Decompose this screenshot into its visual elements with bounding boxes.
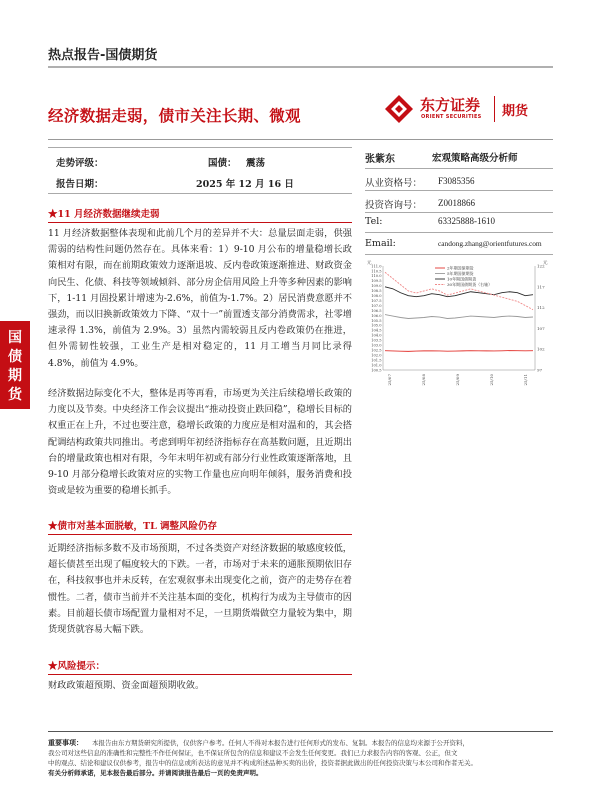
contact-rule: [365, 168, 553, 169]
contact-label: 投资咨询号：: [365, 200, 423, 211]
chart-left-tick-label: 105.0: [371, 323, 382, 328]
chart-right-tick-label: 107: [537, 325, 545, 331]
chart-legend-label: 10年期国债期货: [447, 276, 477, 282]
bond-futures-chart: [365, 258, 553, 386]
disclaimer-line: 本报告由东方期货研究所提供，仅供客户参考。任何人不得对本报告进行任何形式的发布、复制。本报告的信息均来源于公开资料，: [92, 739, 469, 747]
side-tab-char: 债: [8, 349, 22, 365]
chart-x-tick-label: 25/11: [523, 374, 528, 386]
chart-series-line: [385, 351, 533, 352]
contact-value: Z0018866: [438, 198, 475, 208]
logo-divider: [494, 96, 495, 122]
chart-legend-label: 2年期国债期货: [447, 265, 474, 271]
chart-x-tick-label: 25/07: [387, 374, 392, 386]
chart-right-unit: 元: [543, 261, 548, 266]
footer-rule: [48, 731, 553, 732]
chart-right-tick-label: 112: [537, 305, 545, 311]
company-logo: [384, 94, 552, 126]
section2-paragraph: 近期经济指标多数不及市场预期，不过各类资产对经济数据的敏感度较低，超长债甚至出现了幅度较大的下跌。一者，市场对于未来的通胀预期依旧存在，科技叙事也并未反转，在宏观叙事未出现变化之前，资产的走势存在着惯性。二者，债市当前并不关注基本面的变化，机构行为成为主导债市的因素。目前超长债市场配置力量相对不足，一旦期货端做空力量较为集中，期货现货就容易大幅下跌。: [48, 543, 352, 636]
chart-left-tick-label: 104.5: [371, 328, 382, 333]
section-rule: [48, 534, 352, 535]
logo-en-text: ORIENT SECURITIES: [421, 114, 482, 120]
chart-left-tick-label: 101.5: [371, 358, 382, 363]
chart-left-tick-label: 107.0: [371, 303, 382, 308]
section-heading: ★11 月经济数据继续走弱: [48, 209, 160, 220]
logo-mark-icon: [384, 94, 414, 124]
date-value: 2025 年 12 月 16 日: [196, 179, 294, 190]
chart-left-tick-label: 111.0: [371, 264, 382, 269]
chart-left-tick-label: 103.0: [371, 343, 382, 348]
contact-label: Tel:: [365, 216, 383, 227]
contact-rule: [365, 190, 553, 191]
chart-left-tick-label: 103.5: [371, 338, 382, 343]
chart-left-tick-label: 109.5: [371, 279, 382, 284]
chart-right-tick-label: 117: [537, 284, 545, 290]
meta-rule-top: [48, 147, 352, 148]
chart-left-tick-label: 110.0: [371, 274, 382, 279]
disclaimer-line: 有关分析师承诺，见本报告最后部分。并请阅读报告最后一页的免责声明。: [48, 769, 263, 777]
chart-x-tick-label: 25/08: [421, 374, 426, 386]
chart-series-line: [385, 287, 533, 297]
chart-legend-label: 5年期国债期货: [447, 270, 474, 276]
chart-left-tick-label: 102.0: [371, 353, 382, 358]
section-heading: ★债市对基本面脱敏，TL 调整风险仍存: [48, 521, 218, 532]
chart-left-tick-label: 108.5: [371, 289, 382, 294]
section1-paragraph2: 经济数据边际变化不大，整体是再等再看，市场更为关注后续稳增长政策的力度以及节奏。中央经济工作会议提出“推动投资止跌回稳”，稳增长目标的权重正在上升，不过也要注意，稳增长政策的力度应是相对温和的，其会搭配调结构政策共同推出。考虑到明年初经济指标存在高基数问题，且近期出台的增量政策也相对有限，今年末明年初或有部分行业性政策逐渐落地，且 9-10 月部分稳增长政策对应的实物工作量也应向明年倾斜，服务消费和投资或是较为重要的稳增长抓手。: [48, 388, 352, 497]
title-rule: [48, 139, 553, 140]
footer-label: 重要事项：: [48, 738, 83, 747]
contact-value: 63325888-1610: [438, 216, 495, 226]
trend-label: 走势评级：: [56, 158, 104, 169]
report-title: 经济数据走弱，债市关注长期、微观: [48, 107, 301, 125]
chart-left-tick-label: 110.5: [371, 269, 382, 274]
section3-paragraph: 财政政策超预期、资金面超预期收敛。: [48, 680, 205, 691]
side-tab-char: 国: [8, 330, 22, 346]
chart-right-tick-label: 102: [537, 346, 545, 352]
logo-sub-text: 期货: [502, 104, 529, 119]
logo-cn-text: 东方证券: [420, 96, 481, 114]
meta-rule-bottom: [48, 193, 352, 194]
side-tab-char: 期: [8, 368, 22, 384]
section-heading: ★风险提示：: [48, 661, 106, 672]
disclaimer-line: 我公司对这些信息的准确性和完整性不作任何保证，也不保证所包含的信息和建议不会发生任何变更。我们已力求报告内容的客观、公正，但文: [48, 749, 458, 757]
chart-left-tick-label: 100.5: [371, 368, 382, 373]
chart-x-tick-label: 25/10: [489, 374, 494, 386]
trend-item: 国债：: [208, 158, 237, 169]
chart-left-tick-label: 102.5: [371, 348, 382, 353]
disclaimer-line: 中的观点、结论和建议仅供参考，报告中的信息或所表达的意见并不构成所述品种买卖的出价，投资者据此做出的任何投资决策与本公司和作者无关。: [48, 759, 477, 767]
chart-right-tick-label: 122: [537, 263, 545, 269]
contact-value: F3085356: [438, 176, 475, 186]
chart-right-tick-label: 97: [537, 367, 543, 373]
chart-left-tick-label: 105.5: [371, 318, 382, 323]
chart-left-tick-label: 104.0: [371, 333, 382, 338]
chart-x-tick-label: 25/09: [455, 374, 460, 386]
contact-rule: [365, 254, 553, 255]
chart-left-tick-label: 107.5: [371, 298, 382, 303]
chart-left-tick-label: 106.5: [371, 308, 382, 313]
contact-label: 从业资格号：: [365, 178, 423, 189]
chart-left-unit: 元: [367, 261, 372, 266]
header-rule: [48, 66, 553, 68]
section1-paragraph1: 11 月经济数据整体表现和此前几个月的差异并不大：总量层面走弱，供强需弱的结构性问题仍然存在。具体来看：1）9-10 月公布的增量稳增长政策相对有限，而在前期政策效力逐渐退坡、反内卷政策逐渐推进、财政资金向民生、化债、科技等领域倾斜、部分房企信用风险上升等多种因素的影响下，1-11 月固投累计增速为-2.6%，前值为-1.7%。2）居民消费意愿并不强劲，而以旧换新政策效力下降、“双十一”前置透支部分消费需求，社零增速录得 1.3%，前值为 2.9%。3）虽然内需较弱且反内卷政策仍在推进，但外需韧性较强，工业生产是相对稳定的，11 月工增当月同比录得 4.8%，前值为 4.9%。: [48, 228, 352, 369]
trend-value: 震荡: [246, 158, 266, 169]
contact-rule: [365, 212, 553, 213]
email-link[interactable]: candong.zhang@orientfutures.com: [438, 239, 542, 248]
date-label: 报告日期：: [56, 179, 104, 190]
section-rule: [48, 674, 352, 675]
chart-left-tick-label: 109.0: [371, 284, 382, 289]
section-rule: [48, 222, 352, 223]
side-category-tab: [0, 321, 30, 409]
contact-rule: [365, 232, 553, 233]
chart-left-tick-label: 108.0: [371, 294, 382, 299]
chart-series-line: [385, 315, 533, 319]
analyst-name: 张紫东: [365, 154, 395, 165]
side-tab-char: 货: [8, 387, 22, 403]
chart-left-tick-label: 101.0: [371, 363, 382, 368]
contact-label: Email:: [365, 238, 396, 249]
report-type-header: 热点报告-国债期货: [48, 48, 158, 63]
chart-left-tick-label: 106.0: [371, 313, 382, 318]
chart-legend-label: 30年期国债期货（右轴）: [447, 281, 493, 287]
analyst-title: 宏观策略高级分析师: [432, 153, 518, 164]
